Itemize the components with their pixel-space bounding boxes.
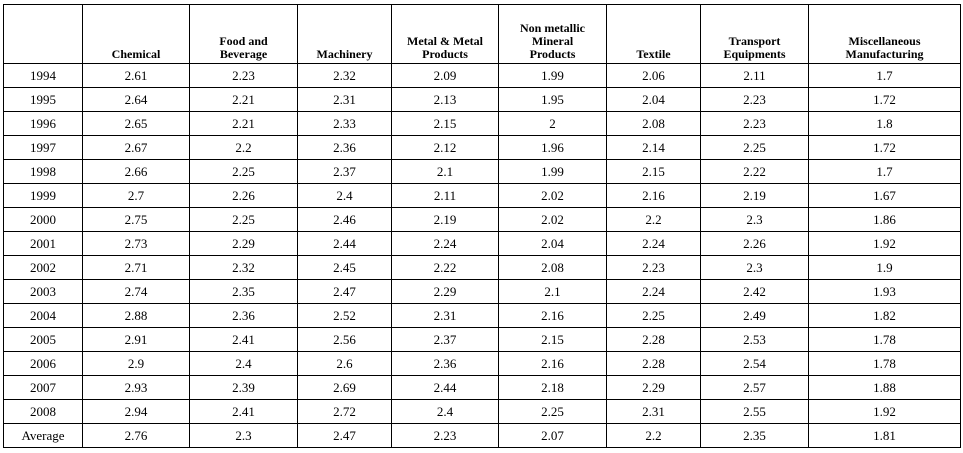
table-cell: 2.53 (701, 328, 809, 352)
table-cell: 1.99 (499, 160, 607, 184)
row-label-cell: 2007 (4, 376, 83, 400)
table-cell: 2.1 (499, 280, 607, 304)
table-cell: 2 (499, 112, 607, 136)
row-label-cell: 2000 (4, 208, 83, 232)
table-row (4, 328, 961, 352)
table-cell: 2.7 (83, 184, 190, 208)
table-cell: 1.96 (499, 136, 607, 160)
row-label-cell: 2004 (4, 304, 83, 328)
row-label-cell: 1999 (4, 184, 83, 208)
table-cell: 2.73 (83, 232, 190, 256)
table-cell: 2.11 (701, 64, 809, 88)
table-cell: 2.19 (392, 208, 499, 232)
table-cell: 2.25 (190, 160, 298, 184)
table-cell: 2.37 (392, 328, 499, 352)
table-cell: 2.46 (298, 208, 392, 232)
table-cell: 2.2 (607, 208, 701, 232)
table-cell: 2.69 (298, 376, 392, 400)
table-row (4, 112, 961, 136)
table-row (4, 208, 961, 232)
table-cell: 2.31 (607, 400, 701, 424)
table-row (4, 136, 961, 160)
table-cell: 2.16 (607, 184, 701, 208)
row-label-cell: 2001 (4, 232, 83, 256)
table-cell: 2.18 (499, 376, 607, 400)
table-cell: 2.24 (392, 232, 499, 256)
table-cell: 2.71 (83, 256, 190, 280)
table-cell: 2.47 (298, 280, 392, 304)
table-cell: 2.23 (392, 424, 499, 448)
column-header: Textile (607, 5, 701, 64)
table-cell: 2.44 (392, 376, 499, 400)
table-cell: 2.6 (298, 352, 392, 376)
table-cell: 2.72 (298, 400, 392, 424)
table-cell: 2.36 (392, 352, 499, 376)
table-cell: 2.54 (701, 352, 809, 376)
row-label-cell: 2003 (4, 280, 83, 304)
data-table (3, 4, 961, 448)
table-cell: 1.81 (809, 424, 961, 448)
row-label-cell: 2002 (4, 256, 83, 280)
table-cell: 1.72 (809, 136, 961, 160)
table-cell: 2.65 (83, 112, 190, 136)
table-row (4, 256, 961, 280)
table-row (4, 88, 961, 112)
table-cell: 1.82 (809, 304, 961, 328)
table-row (4, 232, 961, 256)
table-cell: 2.25 (499, 400, 607, 424)
table-cell: 2.55 (701, 400, 809, 424)
table-cell: 2.64 (83, 88, 190, 112)
row-label-cell: Average (4, 424, 83, 448)
table-cell: 1.7 (809, 160, 961, 184)
table-cell: 2.11 (392, 184, 499, 208)
row-label-cell: 2005 (4, 328, 83, 352)
table-cell: 2.29 (607, 376, 701, 400)
table-cell: 2.45 (298, 256, 392, 280)
table-cell: 2.4 (392, 400, 499, 424)
table-cell: 2.31 (392, 304, 499, 328)
table-body (4, 64, 961, 448)
table-cell: 2.94 (83, 400, 190, 424)
table-cell: 2.41 (190, 328, 298, 352)
table-cell: 2.93 (83, 376, 190, 400)
table-cell: 2.39 (190, 376, 298, 400)
table-cell: 2.24 (607, 280, 701, 304)
table-cell: 2.49 (701, 304, 809, 328)
table-cell: 2.67 (83, 136, 190, 160)
table-cell: 1.92 (809, 400, 961, 424)
table-cell: 2.61 (83, 64, 190, 88)
table-cell: 2.26 (701, 232, 809, 256)
row-label-cell: 1995 (4, 88, 83, 112)
table-cell: 2.2 (607, 424, 701, 448)
table-cell: 2.47 (298, 424, 392, 448)
table-cell: 2.23 (190, 64, 298, 88)
table-cell: 2.2 (190, 136, 298, 160)
table-cell: 2.02 (499, 184, 607, 208)
table-cell: 2.35 (701, 424, 809, 448)
table-cell: 2.74 (83, 280, 190, 304)
table-cell: 2.52 (298, 304, 392, 328)
table-cell: 2.3 (701, 208, 809, 232)
table-row (4, 280, 961, 304)
table-cell: 2.42 (701, 280, 809, 304)
table-cell: 2.36 (190, 304, 298, 328)
row-label-cell: 1994 (4, 64, 83, 88)
table-row (4, 376, 961, 400)
table-cell: 2.22 (392, 256, 499, 280)
table-cell: 2.41 (190, 400, 298, 424)
table-cell: 1.88 (809, 376, 961, 400)
table-cell: 2.76 (83, 424, 190, 448)
table-cell: 2.26 (190, 184, 298, 208)
table-cell: 2.66 (83, 160, 190, 184)
table-cell: 2.15 (607, 160, 701, 184)
table-cell: 1.99 (499, 64, 607, 88)
row-label-cell: 1997 (4, 136, 83, 160)
table-cell: 1.78 (809, 328, 961, 352)
table-cell: 2.13 (392, 88, 499, 112)
table-row (4, 184, 961, 208)
table-cell: 2.16 (499, 352, 607, 376)
table-cell: 2.04 (499, 232, 607, 256)
table-cell: 2.12 (392, 136, 499, 160)
table-cell: 2.15 (499, 328, 607, 352)
table-cell: 1.86 (809, 208, 961, 232)
column-header: Miscellaneous Manufacturing (809, 5, 961, 64)
table-cell: 2.25 (701, 136, 809, 160)
table-cell: 1.93 (809, 280, 961, 304)
row-label-cell: 2008 (4, 400, 83, 424)
table-cell: 2.06 (607, 64, 701, 88)
table-cell: 2.23 (701, 112, 809, 136)
table-cell: 2.4 (190, 352, 298, 376)
table-cell: 2.08 (499, 256, 607, 280)
table-cell: 2.32 (298, 64, 392, 88)
table-cell: 2.22 (701, 160, 809, 184)
table-cell: 1.8 (809, 112, 961, 136)
table-cell: 1.72 (809, 88, 961, 112)
table-cell: 2.35 (190, 280, 298, 304)
column-header: Non metallic Mineral Products (499, 5, 607, 64)
table-cell: 2.29 (190, 232, 298, 256)
row-label-cell: 1996 (4, 112, 83, 136)
row-label-cell: 2006 (4, 352, 83, 376)
table-cell: 1.78 (809, 352, 961, 376)
table-cell: 2.28 (607, 352, 701, 376)
table-cell: 2.16 (499, 304, 607, 328)
table-cell: 2.19 (701, 184, 809, 208)
table-cell: 2.44 (298, 232, 392, 256)
table-cell: 2.37 (298, 160, 392, 184)
table-row (4, 304, 961, 328)
table-cell: 2.07 (499, 424, 607, 448)
table-cell: 2.3 (190, 424, 298, 448)
table-row (4, 160, 961, 184)
table-cell: 2.15 (392, 112, 499, 136)
table-cell: 2.25 (190, 208, 298, 232)
table-cell: 2.91 (83, 328, 190, 352)
table-row (4, 352, 961, 376)
table-cell: 2.4 (298, 184, 392, 208)
table-cell: 2.25 (607, 304, 701, 328)
column-header: Machinery (298, 5, 392, 64)
table-cell: 2.75 (83, 208, 190, 232)
table-cell: 1.92 (809, 232, 961, 256)
table-cell: 2.56 (298, 328, 392, 352)
table-cell: 2.36 (298, 136, 392, 160)
table-cell: 2.21 (190, 112, 298, 136)
table-cell: 2.57 (701, 376, 809, 400)
table-cell: 2.04 (607, 88, 701, 112)
table-cell: 2.3 (701, 256, 809, 280)
table-row (4, 64, 961, 88)
table-cell: 2.32 (190, 256, 298, 280)
column-header: Metal & Metal Products (392, 5, 499, 64)
table-cell: 2.1 (392, 160, 499, 184)
column-header: Transport Equipments (701, 5, 809, 64)
table-cell: 1.67 (809, 184, 961, 208)
table-row-average (4, 424, 961, 448)
header-cell-corner (4, 5, 83, 64)
data-table-container (3, 4, 960, 450)
table-cell: 2.88 (83, 304, 190, 328)
table-cell: 2.23 (701, 88, 809, 112)
table-cell: 1.7 (809, 64, 961, 88)
table-cell: 2.28 (607, 328, 701, 352)
table-cell: 2.29 (392, 280, 499, 304)
table-cell: 2.14 (607, 136, 701, 160)
column-header: Chemical (83, 5, 190, 64)
table-cell: 2.21 (190, 88, 298, 112)
table-cell: 2.31 (298, 88, 392, 112)
table-cell: 2.24 (607, 232, 701, 256)
table-cell: 2.08 (607, 112, 701, 136)
table-cell: 2.9 (83, 352, 190, 376)
table-cell: 2.09 (392, 64, 499, 88)
table-header-row (4, 5, 961, 64)
column-header: Food and Beverage (190, 5, 298, 64)
table-cell: 1.95 (499, 88, 607, 112)
table-cell: 2.33 (298, 112, 392, 136)
table-cell: 2.23 (607, 256, 701, 280)
table-cell: 2.02 (499, 208, 607, 232)
row-label-cell: 1998 (4, 160, 83, 184)
table-row (4, 400, 961, 424)
table-cell: 1.9 (809, 256, 961, 280)
